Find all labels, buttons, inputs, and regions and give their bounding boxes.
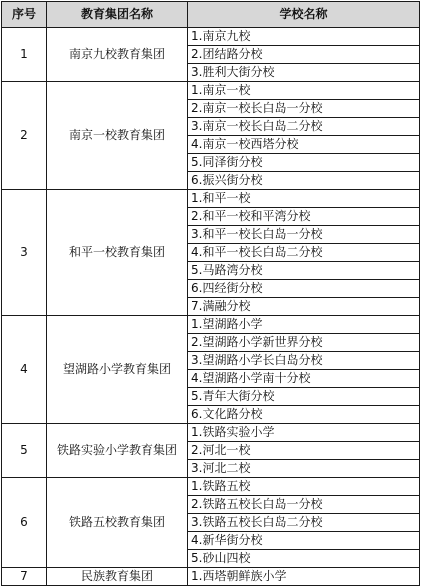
table-row [2, 568, 420, 586]
group-number: 4 [2, 316, 47, 424]
school-name: 3.铁路五校长白岛二分校 [188, 514, 420, 532]
group-name: 和平一校教育集团 [47, 190, 188, 316]
school-name: 6.振兴街分校 [188, 172, 420, 190]
school-name: 7.满融分校 [188, 298, 420, 316]
school-name: 5.马路湾分校 [188, 262, 420, 280]
group-number: 7 [2, 568, 47, 586]
school-name: 6.四经街分校 [188, 280, 420, 298]
table-body [2, 28, 420, 586]
school-name: 3.胜利大街分校 [188, 64, 420, 82]
header-number: 序号 [2, 2, 47, 28]
school-name: 3.望湖路小学长白岛分校 [188, 352, 420, 370]
school-name: 5.青年大街分校 [188, 388, 420, 406]
school-name: 4.望湖路小学南十分校 [188, 370, 420, 388]
school-group-table-container [1, 1, 419, 586]
school-name: 2.铁路五校长白岛一分校 [188, 496, 420, 514]
group-number: 1 [2, 28, 47, 82]
school-name: 5.砂山四校 [188, 550, 420, 568]
header-group-name: 教育集团名称 [47, 2, 188, 28]
school-name: 2.河北一校 [188, 442, 420, 460]
table-row [2, 28, 420, 46]
group-name: 铁路五校教育集团 [47, 478, 188, 568]
school-name: 1.南京一校 [188, 82, 420, 100]
school-name: 2.望湖路小学新世界分校 [188, 334, 420, 352]
table-header-row [2, 2, 420, 28]
school-name: 1.西塔朝鲜族小学 [188, 568, 420, 586]
group-name: 南京一校教育集团 [47, 82, 188, 190]
school-name: 4.和平一校长白岛二分校 [188, 244, 420, 262]
group-number: 6 [2, 478, 47, 568]
school-name: 3.和平一校长白岛一分校 [188, 226, 420, 244]
school-name: 3.南京一校长白岛二分校 [188, 118, 420, 136]
school-name: 1.南京九校 [188, 28, 420, 46]
school-name: 1.铁路五校 [188, 478, 420, 496]
group-number: 3 [2, 190, 47, 316]
school-group-table [1, 1, 420, 586]
table-row [2, 424, 420, 442]
table-row [2, 82, 420, 100]
school-name: 1.铁路实验小学 [188, 424, 420, 442]
group-name: 南京九校教育集团 [47, 28, 188, 82]
group-name: 望湖路小学教育集团 [47, 316, 188, 424]
school-name: 5.同泽街分校 [188, 154, 420, 172]
school-name: 2.团结路分校 [188, 46, 420, 64]
table-row [2, 316, 420, 334]
group-number: 5 [2, 424, 47, 478]
school-name: 6.文化路分校 [188, 406, 420, 424]
school-name: 4.新华街分校 [188, 532, 420, 550]
school-name: 2.南京一校长白岛一分校 [188, 100, 420, 118]
school-name: 1.和平一校 [188, 190, 420, 208]
school-name: 3.河北二校 [188, 460, 420, 478]
school-name: 4.南京一校西塔分校 [188, 136, 420, 154]
header-school-name: 学校名称 [188, 2, 420, 28]
group-number: 2 [2, 82, 47, 190]
school-name: 1.望湖路小学 [188, 316, 420, 334]
group-name: 民族教育集团 [47, 568, 188, 586]
group-name: 铁路实验小学教育集团 [47, 424, 188, 478]
school-name: 2.和平一校和平湾分校 [188, 208, 420, 226]
table-row [2, 478, 420, 496]
table-row [2, 190, 420, 208]
